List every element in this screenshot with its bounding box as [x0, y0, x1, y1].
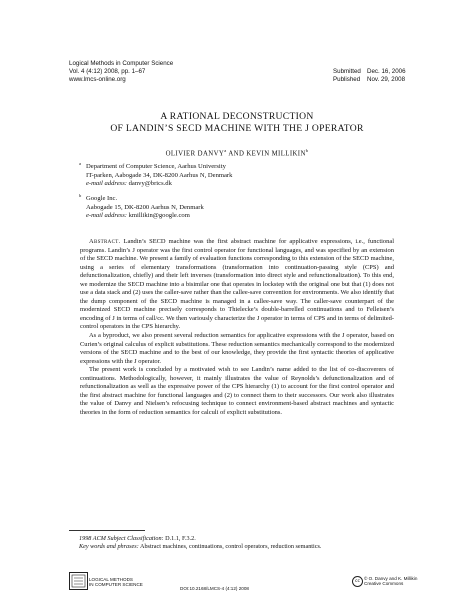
title-line-2: OF LANDIN’S SECD MACHINE WITH THE J OPERATOR	[110, 123, 364, 134]
email-address[interactable]: kmillikin@google.com	[128, 212, 190, 220]
affiliation-line: IT-parken, Aabogade 34, DK-8200 Aarhus N, Denmark	[86, 171, 233, 179]
title-line-1: A RATIONAL DECONSTRUCTION	[160, 111, 314, 122]
author-mark: a	[224, 148, 227, 153]
copyright-holders: © O. Danvy and K. Millikin	[364, 576, 418, 581]
affiliation-line: Google Inc.	[86, 195, 118, 202]
logo-text-line: IN COMPUTER SCIENCE	[89, 582, 143, 588]
lmcs-logo	[69, 572, 88, 590]
acm-value: D.1.1, F.3.2.	[165, 535, 196, 542]
dates-block	[333, 68, 406, 84]
email-label: e-mail address	[86, 180, 125, 188]
journal-name: Logical Methods in Computer Science	[69, 60, 174, 67]
lmcs-logo-icon	[70, 573, 87, 589]
published-date: Nov. 29, 2008	[367, 76, 406, 83]
abstract-paragraph: As a byproduct, we also present several reduction semantics for applicative expressions with the J operator, based on Curien’s original calculus of explicit substitutions. These reduction semantics mechanically correspond to the modernized versions of the SECD machine and to the best of our knowledge, they provide the first syntactic theories of applicative expressions with the J operator.	[80, 332, 394, 365]
affiliation-line: Aabogade 15, DK-8200 Aarhus N, Denmark	[86, 203, 204, 211]
license-name[interactable]: Creative Commons	[364, 581, 404, 587]
footnote	[79, 535, 321, 552]
affiliation-mark: a	[79, 161, 81, 166]
email-label: e-mail address	[86, 212, 125, 220]
affiliation-mark: b	[79, 193, 82, 198]
journal-header	[69, 60, 173, 84]
author-mark: b	[305, 148, 309, 153]
logo-text-line: LOGICAL METHODS	[89, 577, 133, 582]
email-address[interactable]: danvy@brics.dk	[128, 180, 172, 188]
abstract-paragraph: Landin’s SECD machine was the first abstract machine for applicative expressions, i.e., functional programs. Landin’s J operator was the first control operator for functional languages, and was specified by an extension of the SECD machine. We present a family of evaluation functions corresponding to this extension of the SECD machine, using a series of elementary transformations (transformation into continuation-passing style (CPS) and defunctionalization, chiefly) and their left inverses (transformation into direct style and refunctionalization). To this end, we modernize the SECD machine into a bisimilar one that operates in lockstep with the original one but that (1) does not use a data stack and (2) uses the caller-save rather than the callee-save convention for environments. We also identify that the dump component of the SECD machine is managed in a callee-save way. The caller-save counterpart of the modernized SECD machine precisely corresponds to Thielecke’s double-barrelled continuations and to Felleisen’s encoding of J in terms of call/cc. We then variously characterize the J operator in terms of CPS and in terms of delimited-control operators in the CPS hierarchy.	[80, 238, 395, 331]
affiliation-line: Department of Computer Science, Aarhus University	[86, 163, 226, 170]
keywords-label: Key words and phrases:	[79, 543, 139, 551]
doi[interactable]: DOI:10.2168/LMCS-4 (4:12) 2008	[180, 586, 249, 591]
abstract-paragraph: The present work is concluded by a motivated wish to see Landin’s name added to the list of co-discoverers of continuations. Methodologically, however, it mainly illustrates the value of Reynolds’s defunctionalization and of refunctionalization as well as the expressive power of the CPS hierarchy (1) to account for the first control operator and the first abstract machine for functional languages and (2) to connect them to their successors. Our work also illustrates the value of Danvy and Nielsen’s refocusing technique to connect environment-based abstract machines and syntactic theories in the form of reduction semantics for calculi of explicit substitutions.	[80, 366, 394, 416]
acm-label: 1998 ACM Subject Classification:	[79, 535, 164, 542]
author-name: OLIVIER DANVY	[165, 150, 225, 158]
keywords-value: Abstract machines, continuations, control operators, reduction semantics.	[139, 543, 322, 551]
abstract	[80, 238, 394, 417]
journal-website[interactable]: www.lmcs-online.org	[69, 76, 126, 83]
published-label: Published	[333, 76, 361, 83]
logo-text	[89, 577, 143, 588]
affiliation: b Google Inc. Aabogade 15, DK-8200 Aarhus N, Denmark e-mail address: kmillikin@google.com	[79, 193, 204, 220]
creative-commons-icon: cc	[352, 576, 363, 587]
paper-title	[0, 111, 474, 135]
affiliation: a Department of Computer Science, Aarhus University IT-parken, Aabogade 34, DK-8200 Aarhus N, Denmark e-mail address: danvy@brics.dk	[79, 161, 233, 188]
journal-volume: Vol. 4 (4:12) 2008, pp. 1–67	[69, 68, 146, 75]
abstract-label: Abstract.	[89, 238, 121, 245]
author-conjunction: AND	[228, 150, 245, 158]
author-name: KEVIN MILLIKIN	[246, 150, 306, 158]
submitted-date: Dec. 16, 2006	[367, 68, 406, 75]
footnote-rule	[69, 530, 145, 531]
license-block	[364, 576, 417, 587]
submitted-label: Submitted	[333, 68, 361, 75]
author-line	[0, 148, 474, 157]
